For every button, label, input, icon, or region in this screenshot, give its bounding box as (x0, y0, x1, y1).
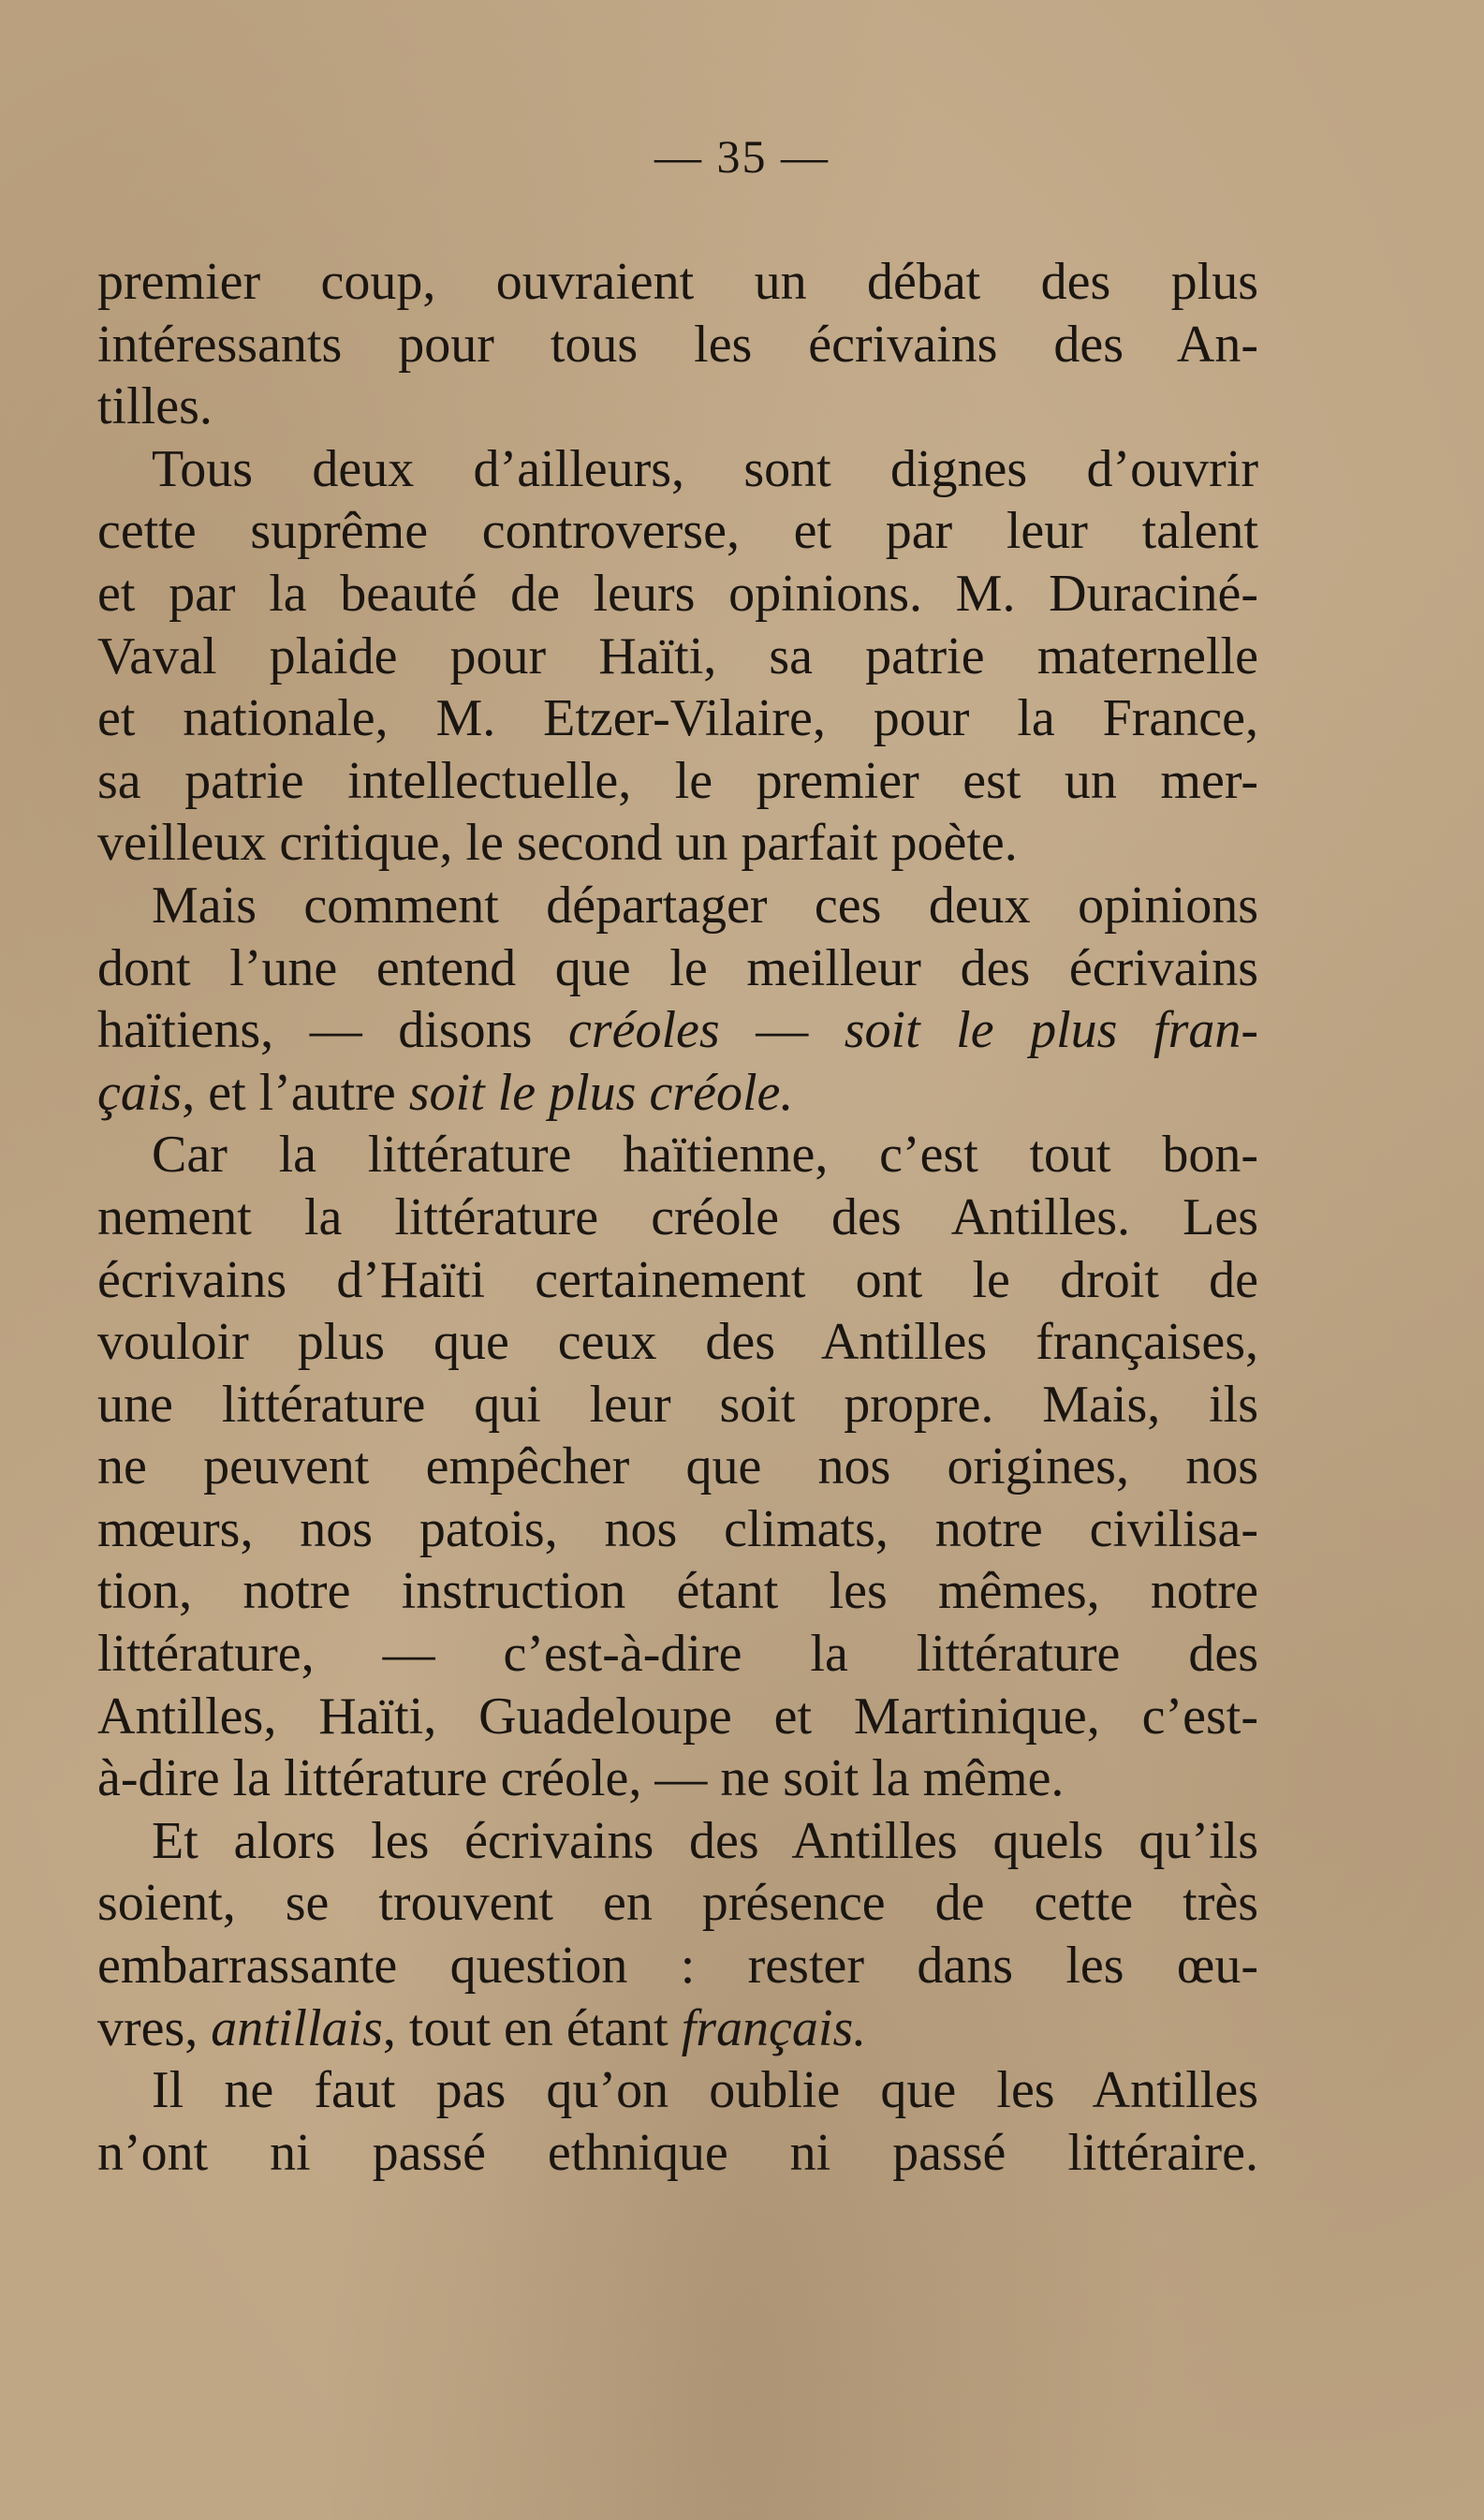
text-line: çais, et l’autre soit le plus créole. (97, 1063, 794, 1122)
text-line: intéressants pour tous les écrivains des An- (97, 315, 1258, 374)
text-line: nement la littérature créole des Antilles. Les (97, 1187, 1258, 1246)
italic-term: soit le plus créole. (408, 1063, 794, 1122)
text-line: Et alors les écrivains des Antilles quels qu’ils (152, 1811, 1258, 1870)
text-line: premier coup, ouvraient un débat des plus (97, 253, 1258, 311)
text-line: embarrassante question : rester dans les œu- (97, 1937, 1258, 1996)
text-line: Mais comment départager ces deux opinions (152, 876, 1258, 935)
text-line: sa patrie intellectuelle, le premier est un mer- (97, 751, 1258, 810)
text-line: Antilles, Haïti, Guadeloupe et Martinique, c’est- (97, 1687, 1258, 1746)
text-line: Car la littérature haïtienne, c’est tout bon- (152, 1126, 1258, 1185)
text-line: une littérature qui leur soit propre. Mais, ils (97, 1375, 1258, 1434)
text-line: Vaval plaide pour Haïti, sa patrie maternelle (97, 626, 1258, 685)
italic-term: soit le plus fran- (844, 1001, 1259, 1060)
text-line: Tous deux d’ailleurs, sont dignes d’ouvrir (152, 439, 1258, 498)
italic-term: antillais (211, 1998, 383, 2057)
text-line: soient, se trouvent en présence de cette très (97, 1874, 1258, 1933)
text-line: vouloir plus que ceux des Antilles françaises, (97, 1313, 1258, 1372)
text-line: tilles. (97, 377, 213, 436)
text-line: Il ne faut pas qu’on oublie que les Antilles (152, 2061, 1258, 2120)
text-line: ne peuvent empêcher que nos origines, nos (97, 1437, 1258, 1496)
text-line: vres, antillais, tout en étant français. (97, 1998, 867, 2057)
text-line: tion, notre instruction étant les mêmes, notre (97, 1562, 1258, 1621)
text-line: veilleux critique, le second un parfait poète. (97, 814, 1018, 873)
text-line: cette suprême controverse, et par leur talent (97, 502, 1258, 561)
text-line: dont l’une entend que le meilleur des écrivains (97, 938, 1258, 997)
text-line: écrivains d’Haïti certainement ont le droit de (97, 1250, 1258, 1309)
text-line: et nationale, M. Etzer-Vilaire, pour la France, (97, 689, 1258, 748)
page-number: — 35 — (654, 130, 830, 183)
text-line: n’ont ni passé ethnique ni passé littéraire. (97, 2123, 1258, 2182)
body-text (97, 251, 1258, 2184)
text-line: haïtiens, — disons créoles — soit le plus fran- (97, 1001, 1259, 1060)
text-line: mœurs, nos patois, nos climats, notre civilisa- (97, 1499, 1258, 1558)
text-line: à-dire la littérature créole, — ne soit la même. (97, 1749, 1065, 1808)
text-line: et par la beauté de leurs opinions. M. Duraciné- (97, 564, 1258, 623)
italic-term: français. (681, 1998, 867, 2057)
text-line: littérature, — c’est-à-dire la littérature des (97, 1625, 1258, 1684)
italic-term: çais (97, 1063, 183, 1122)
italic-term: créoles (567, 1001, 720, 1060)
